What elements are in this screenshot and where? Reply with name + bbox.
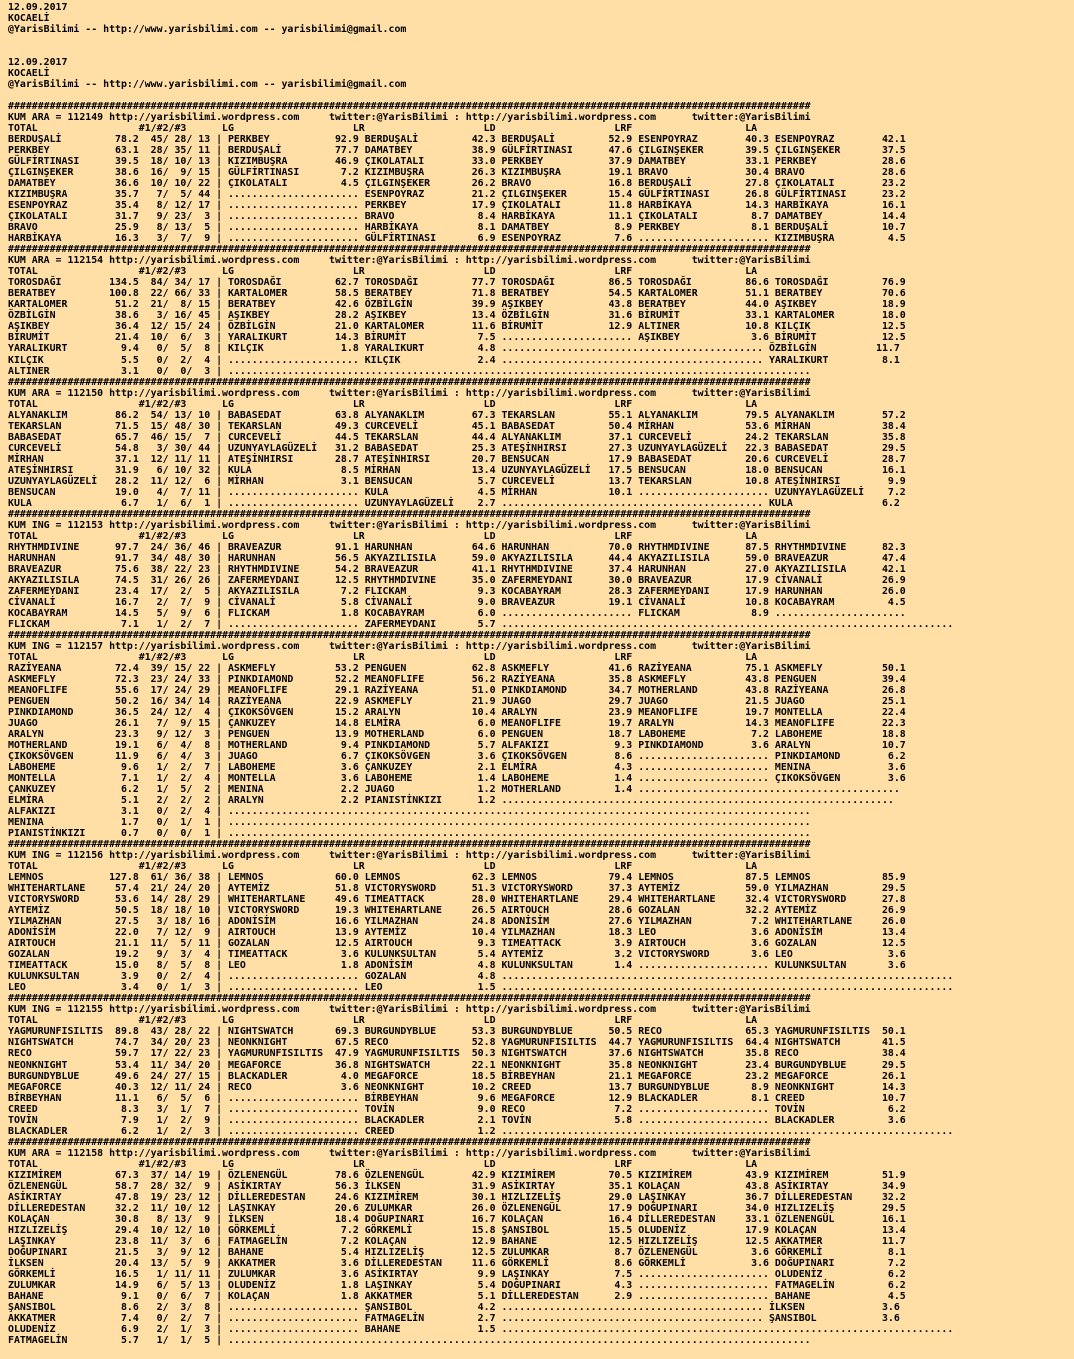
- text-line: TOTAL #1/#2/#3 LG LR LD LRF LA: [8, 123, 758, 135]
- text-line: TOTAL #1/#2/#3 LG LR LD LRF LA: [8, 266, 758, 278]
- text-line: #######################################################################################################################################: [8, 376, 811, 388]
- text-line: KUM ING = 112157 http://yarisbilimi.wordpress.com twitter:@YarisBilimi : http://yarisbilimi.wordpress.com twitter:@YarisBilimi: [8, 640, 811, 652]
- text-line: KOCAELİ: [8, 68, 50, 80]
- text-line: ALYANAKLIM 86.2 54/ 13/ 10 | BABASEDAT 63.8 ALYANAKLIM 67.3 TEKARSLAN 55.1 ALYANAKLIM 79.5 ALYANAKLIM 57.2: [8, 409, 906, 421]
- text-line: BRAVO 25.9 8/ 13/ 5 | ...................... HARBİKAYA 8.1 DAMATBEY 8.9 PERKBEY 8.1 BERDUŞALİ 10.7: [8, 222, 906, 234]
- text-line: [8, 90, 1074, 101]
- text-line: KUM ING = 112156 http://yarisbilimi.wordpress.com twitter:@YarisBilimi : http://yarisbilimi.wordpress.com twitter:@YarisBilimi: [8, 850, 811, 862]
- text-line: ZAFERMEYDANI 23.4 17/ 2/ 5 | AKYAZILISILA 7.2 FLICKAM 9.3 KOCABAYRAM 28.3 ZAFERMEYDANI 17.9 HARUNHAN 26.0: [8, 585, 906, 597]
- text-line: MEGAFORCE 40.3 12/ 11/ 24 | RECO 3.6 NEONKNIGHT 10.2 CREED 13.7 BURGUNDYBLUE 8.9 NEONKNIGHT 14.3: [8, 1081, 906, 1093]
- text-line: ESENPOYRAZ 35.4 8/ 12/ 17 | ...................... PERKBEY 17.9 ÇIKOLATALI 11.8 HARBİKAYA 14.3 HARBİKAYA 16.1: [8, 200, 906, 212]
- text-line: BABASEDAT 65.7 46/ 15/ 7 | CURCEVELİ 44.5 TEKARSLAN 44.4 ALYANAKLIM 37.1 CURCEVELİ 24.2 TEKARSLAN 35.8: [8, 431, 906, 443]
- text-line: UZUNYAYLAGÜZELİ 28.2 11/ 12/ 6 | MİRHAN 3.1 BENSUCAN 5.7 CURCEVELİ 13.7 TEKARSLAN 10.8 ATEŞİNHIRSI 9.9: [8, 475, 906, 487]
- text-line: HIZLIZELİŞ 29.4 10/ 12/ 10 | GÖRKEMLİ 7.2 GÖRKEMLİ 15.8 ŞANSIBOL 15.5 OLUDENİZ 17.9 KOLAÇAN 13.4: [8, 1224, 906, 1236]
- text-line: @YarisBilimi -- http://www.yarisbilimi.com -- yarisbilimi@gmail.com: [8, 79, 407, 91]
- text-line: TOTAL #1/#2/#3 LG LR LD LRF LA: [8, 530, 758, 542]
- text-line: GÖRKEMLİ 16.5 1/ 11/ 11 | ZULUMKAR 3.6 ASİKIRTAY 9.9 LAŞINKAY 7.5 ...................... OLUDENİZ 6.2: [8, 1268, 906, 1280]
- text-line: AKYAZILISILA 74.5 31/ 26/ 26 | ZAFERMEYDANI 12.5 RHYTHMDIVINE 35.0 ZAFERMEYDANI 30.0 BRAVEAZUR 17.9 CİVANALİ 26.9: [8, 574, 906, 586]
- text-line: PENGUEN 50.2 16/ 34/ 14 | RAZİYEANA 22.9 ASKMEFLY 21.9 JUAGO 29.7 JUAGO 21.5 JUAGO 25.1: [8, 695, 906, 707]
- text-line: NEONKNIGHT 53.4 11/ 34/ 20 | MEGAFORCE 36.8 NIGHTSWATCH 22.1 NEONKNIGHT 35.8 NEONKNIGHT 23.4 BURGUNDYBLUE 29.5: [8, 1059, 906, 1071]
- text-line: HARBİKAYA 16.3 3/ 7/ 9 | ...................... GÜLFİRTINASI 6.9 ESENPOYRAZ 7.6 ...................... KIZIMBUŞRA 4.5: [8, 233, 906, 245]
- text-line: KIZIMİREM 67.3 37/ 14/ 19 | ÖZLENENGÜL 78.6 ÖZLENENGÜL 42.9 KIZIMİREM 70.5 KIZIMİREM 43.9 KIZIMİREM 51.9: [8, 1169, 906, 1181]
- text-line: ŞANSIBOL 8.6 2/ 3/ 8 | ...................... ŞANSIBOL 4.2 ............................................ İLKSEN 3.6: [8, 1301, 900, 1313]
- text-line: KIZIMBUŞRA 35.7 7/ 5/ 44 | ...................... ESENPOYRAZ 21.2 ÇILGINŞEKER 15.4 GÜLFİRTINASI 26.8 GÜLFİRTINASI 23.2: [8, 189, 906, 201]
- text-line: ÇIKOKSÖVGEN 11.9 6/ 4/ 3 | JUAGO 6.7 ÇIKOKSÖVGEN 3.6 ÇIKOKSÖVGEN 8.6 ...................... PINKDIAMOND 6.2: [8, 751, 906, 763]
- text-line: ARALYN 23.3 9/ 12/ 3 | PENGUEN 13.9 MOTHERLAND 6.0 PENGUEN 18.7 LABOHEME 7.2 LABOHEME 18.8: [8, 729, 906, 741]
- text-line: TOTAL #1/#2/#3 LG LR LD LRF LA: [8, 398, 758, 410]
- text-line: TIMEATTACK 15.0 8/ 5/ 8 | LEO 1.8 ADONİSİM 4.8 KULUNKSULTAN 1.4 ...................... KULUNKSULTAN 3.6: [8, 960, 906, 972]
- text-line: MİRHAN 37.1 12/ 11/ 11 | ATEŞİNHIRSI 28.7 ATEŞİNHIRSI 20.7 BENSUCAN 17.9 BABASEDAT 20.6 CURCEVELİ 28.7: [8, 453, 906, 465]
- text-line: ÇILGINŞEKER 38.6 16/ 9/ 15 | GÜLFİRTINASI 7.2 KIZIMBUŞRA 26.3 KIZIMBUŞRA 19.1 BRAVO 30.4 BRAVO 28.6: [8, 167, 906, 179]
- text-line: ATEŞİNHIRSI 31.9 6/ 10/ 32 | KULA 8.5 MİRHAN 13.4 UZUNYAYLAGÜZELİ 17.5 BENSUCAN 18.0 BENSUCAN 16.1: [8, 464, 906, 476]
- text-line: WHITEHARTLANE 57.4 21/ 24/ 20 | AYTEMİZ 51.8 VICTORYSWORD 51.3 VICTORYSWORD 37.3 AYTEMİZ 59.0 YILMAZHAN 29.5: [8, 883, 906, 895]
- text-line: KUM ARA = 112150 http://yarisbilimi.wordpress.com twitter:@YarisBilimi : http://yarisbilimi.wordpress.com twitter:@YarisBilimi: [8, 387, 811, 399]
- text-line: PERKBEY 63.1 28/ 35/ 11 | BERDUŞALİ 77.7 DAMATBEY 38.9 GÜLFİRTINASI 47.6 ÇILGINŞEKER 39.5 ÇILGINŞEKER 37.5: [8, 145, 906, 157]
- text-line: #######################################################################################################################################: [8, 993, 811, 1005]
- text-line: TEKARSLAN 71.5 15/ 48/ 30 | TEKARSLAN 49.3 CURCEVELİ 45.1 BABASEDAT 50.4 MİRHAN 53.6 MİRHAN 38.4: [8, 420, 906, 432]
- text-line: JUAGO 26.1 7/ 9/ 15 | ÇANKUZEY 14.8 ELMİRA 6.0 MEANOFLIFE 19.7 ARALYN 14.3 MEANOFLIFE 22.3: [8, 718, 906, 730]
- text-line: RAZİYEANA 72.4 39/ 15/ 22 | ASKMEFLY 53.2 PENGUEN 62.8 ASKMEFLY 41.6 RAZİYEANA 75.1 ASKMEFLY 50.1: [8, 662, 906, 674]
- text-line: 12.09.2017: [8, 2, 68, 13]
- text-line: TOTAL #1/#2/#3 LG LR LD LRF LA: [8, 651, 758, 663]
- text-line: KULA 6.7 1/ 6/ 1 | ...................... UZUNYAYLAGÜZELİ 2.7 ............................................ KULA 6.2: [8, 497, 900, 509]
- text-line: BLACKADLER 6.2 1/ 2/ 3 | ...................... CREED 1.2 ............................................................................: [8, 1125, 954, 1137]
- text-line: AKKATMER 7.4 0/ 2/ 7 | ...................... FATMAGELİN 2.7 ............................................ ŞANSIBOL 3.6: [8, 1312, 900, 1324]
- text-line: LEMNOS 127.8 61/ 36/ 38 | LEMNOS 60.0 LEMNOS 62.3 LEMNOS 79.4 LEMNOS 87.5 LEMNOS 85.9: [8, 872, 906, 884]
- text-line: TOTAL #1/#2/#3 LG LR LD LRF LA: [8, 861, 758, 873]
- text-line: CİVANALİ 16.7 2/ 7/ 9 | CİVANALİ 5.8 CİVANALİ 9.0 BRAVEAZUR 19.1 CİVANALİ 10.8 KOCABAYRAM 4.5: [8, 596, 906, 608]
- text-line: BURGUNDYBLUE 49.6 24/ 27/ 15 | BLACKADLER 4.0 MEGAFORCE 18.5 BİRBEYHAN 21.1 MEGAFORCE 23.2 MEGAFORCE 26.1: [8, 1070, 906, 1082]
- text-line: LABOHEME 9.6 1/ 2/ 7 | LABOHEME 3.6 ÇANKUZEY 2.1 ELMİRA 4.3 ...................... MENINA 3.6: [8, 762, 906, 774]
- text-line: MONTELLA 7.1 1/ 2/ 4 | MONTELLA 3.6 LABOHEME 1.4 LABOHEME 1.4 ...................... ÇIKOKSÖVGEN 3.6: [8, 773, 906, 785]
- text-line: ASİKIRTAY 47.8 19/ 23/ 12 | DİLLEREDESTAN 24.6 KIZIMİREM 30.1 HIZLIZELİŞ 29.0 LAŞINKAY 36.7 DİLLEREDESTAN 32.2: [8, 1191, 906, 1203]
- text-line: MENINA 1.7 0/ 1/ 1 | ..................................................................................................: [8, 817, 811, 829]
- text-line: BENSUCAN 19.0 4/ 7/ 11 | ...................... KULA 4.5 MİRHAN 10.1 ...................... UZUNYAYLAGÜZELİ 7.2: [8, 486, 906, 498]
- text-line: [8, 46, 1074, 57]
- text-line: BİRUMİT 21.4 10/ 6/ 3 | YARALIKURT 14.3 BİRUMİT 7.5 ...................... AŞIKBEY 3.6 BİRUMİT 12.5: [8, 332, 906, 344]
- text-line: TOTAL #1/#2/#3 LG LR LD LRF LA: [8, 1158, 758, 1170]
- text-line: KUM ARA = 112154 http://yarisbilimi.wordpress.com twitter:@YarisBilimi : http://yarisbilimi.wordpress.com twitter:@YarisBilimi: [8, 255, 811, 267]
- text-line: CREED 8.3 3/ 1/ 7 | ...................... TOVİN 9.0 RECO 7.2 ...................... TOVİN 6.2: [8, 1103, 906, 1115]
- text-line: KOCAELİ: [8, 13, 50, 25]
- text-line: TOROSDAĞI 134.5 84/ 34/ 17 | TOROSDAĞI 62.7 TOROSDAĞI 77.7 TOROSDAĞI 86.5 TOROSDAĞI 86.6 TOROSDAĞI 76.9: [8, 277, 906, 289]
- text-line: ÖZBİLGİN 38.6 3/ 16/ 45 | AŞIKBEY 28.2 AŞIKBEY 13.4 ÖZBİLGİN 31.6 BİRUMİT 33.1 KARTALOMER 18.0: [8, 310, 906, 322]
- text-line: AŞIKBEY 36.4 12/ 15/ 24 | ÖZBİLGİN 21.0 KARTALOMER 11.6 BİRUMİT 12.9 ALTINER 10.8 KILÇIK 12.5: [8, 321, 906, 333]
- text-line: TOTAL #1/#2/#3 LG LR LD LRF LA: [8, 1015, 758, 1027]
- text-line: [8, 35, 1074, 46]
- text-line: İLKSEN 20.4 13/ 5/ 9 | AKKATMER 3.6 DİLLEREDESTAN 11.6 GÖRKEMLİ 8.6 GÖRKEMLİ 3.6 DOĞUPINARI 7.2: [8, 1257, 906, 1269]
- text-line: #######################################################################################################################################: [8, 101, 811, 113]
- text-line: ÖZLENENGÜL 58.7 28/ 32/ 9 | ASİKIRTAY 56.3 İLKSEN 31.9 ASİKIRTAY 35.1 KOLAÇAN 43.8 ASİKIRTAY 34.9: [8, 1180, 906, 1192]
- text-line: BRAVEAZUR 75.6 38/ 22/ 23 | RHYTHMDIVINE 54.2 BRAVEAZUR 41.1 RHYTHMDIVINE 37.4 HARUNHAN 27.0 AKYAZILISILA 42.1: [8, 563, 906, 575]
- text-line: ÇIKOLATALI 31.7 9/ 23/ 3 | ...................... BRAVO 8.4 HARBİKAYA 11.1 ÇIKOLATALI 8.7 DAMATBEY 14.4: [8, 211, 906, 223]
- text-line: NIGHTSWATCH 74.7 34/ 20/ 23 | NEONKNIGHT 67.5 RECO 52.8 YAGMURUNFISILTIS 44.7 YAGMURUNFISILTIS 64.4 NIGHTSWATCH 41.5: [8, 1037, 906, 1049]
- text-line: ÇANKUZEY 6.2 1/ 5/ 2 | MENINA 2.2 JUAGO 1.2 MOTHERLAND 1.4 ............................................: [8, 784, 900, 796]
- text-line: DOĞUPINARI 21.5 3/ 9/ 12 | BAHANE 5.4 HIZLIZELİŞ 12.5 ZULUMKAR 8.7 ÖZLENENGÜL 3.6 GÖRKEMLİ 8.1: [8, 1246, 906, 1258]
- text-line: @YarisBilimi -- http://www.yarisbilimi.com -- yarisbilimi@gmail.com: [8, 24, 407, 36]
- text-line: 12.09.2017: [8, 57, 68, 69]
- text-line: KULUNKSULTAN 3.9 0/ 2/ 4 | ...................... GOZALAN 4.8 ............................................................................: [8, 971, 954, 983]
- text-line: KUM ARA = 112149 http://yarisbilimi.wordpress.com twitter:@YarisBilimi : http://yarisbilimi.wordpress.com twitter:@YarisBilimi: [8, 112, 811, 124]
- text-line: ASKMEFLY 72.3 23/ 24/ 33 | PINKDIAMOND 52.2 MEANOFLIFE 56.2 RAZİYEANA 35.8 ASKMEFLY 43.8 PENGUEN 39.4: [8, 673, 906, 685]
- text-line: GOZALAN 19.2 9/ 3/ 4 | TIMEATTACK 3.6 KULUNKSULTAN 5.4 AYTEMİZ 3.2 VICTORYSWORD 3.6 LEO 3.6: [8, 949, 906, 961]
- text-line: RHYTHMDIVINE 97.7 24/ 36/ 46 | BRAVEAZUR 91.1 HARUNHAN 64.6 HARUNHAN 70.0 RHYTHMDIVINE 87.5 RHYTHMDIVINE 82.3: [8, 541, 906, 553]
- text-line: OLUDENİZ 6.9 2/ 1/ 3 | ...................... BAHANE 1.5 ............................................................................: [8, 1323, 954, 1335]
- text-line: KUM ARA = 112158 http://yarisbilimi.wordpress.com twitter:@YarisBilimi : http://yarisbilimi.wordpress.com twitter:@YarisBilimi: [8, 1147, 811, 1159]
- text-line: DİLLEREDESTAN 32.2 11/ 10/ 12 | LAŞINKAY 20.6 ZULUMKAR 26.0 ÖZLENENGÜL 17.9 DOĞUPINARI 34.0 HIZLIZELİŞ 29.5: [8, 1202, 906, 1214]
- text-line: KILÇIK 5.5 0/ 2/ 4 | ...................... KILÇIK 2.4 ............................................ YARALIKURT 8.1: [8, 354, 900, 366]
- text-line: KOCABAYRAM 14.5 5/ 9/ 6 | FLICKAM 1.8 KOCABAYRAM 6.0 ...................... FLICKAM 8.9 ......................: [8, 607, 906, 619]
- text-line: DAMATBEY 36.6 10/ 10/ 22 | ÇIKOLATALI 4.5 ÇILGINŞEKER 26.2 BRAVO 16.8 BERDUŞALİ 27.8 ÇIKOLATALI 23.2: [8, 178, 906, 190]
- text-line: ELMİRA 5.1 2/ 2/ 2 | ARALYN 2.2 PIANISTİNKIZI 1.2 ..................................................................: [8, 795, 894, 807]
- text-line: KARTALOMER 51.2 21/ 8/ 15 | BERATBEY 42.6 ÖZBİLGİN 39.9 AŞIKBEY 43.8 BERATBEY 44.0 AŞIKBEY 18.9: [8, 299, 906, 311]
- text-line: RECO 59.7 17/ 22/ 23 | YAGMURUNFISILTIS 47.9 YAGMURUNFISILTIS 50.3 NIGHTSWATCH 37.6 NIGHTSWATCH 35.8 RECO 38.4: [8, 1048, 906, 1060]
- text-line: LAŞINKAY 23.8 11/ 3/ 6 | FATMAGELİN 7.2 KOLAÇAN 12.9 BAHANE 12.5 HIZLIZELİŞ 12.5 AKKATMER 11.7: [8, 1235, 906, 1247]
- text-line: MOTHERLAND 19.1 6/ 4/ 8 | MOTHERLAND 9.4 PINKDIAMOND 5.7 ALFAKIZI 9.3 PINKDIAMOND 3.6 ARALYN 10.7: [8, 740, 906, 752]
- text-line: GÜLFİRTINASI 39.5 18/ 10/ 13 | KIZIMBUŞRA 46.9 ÇIKOLATALI 33.0 PERKBEY 37.9 DAMATBEY 33.1 PERKBEY 28.6: [8, 156, 906, 168]
- text-line: KOLAÇAN 30.8 8/ 13/ 9 | İLKSEN 18.4 DOĞUPINARI 16.7 KOLAÇAN 16.4 DİLLEREDESTAN 33.1 ÖZLENENGÜL 16.1: [8, 1213, 906, 1225]
- text-line: LEO 3.4 0/ 1/ 3 | ...................... LEO 1.5 ............................................................................: [8, 982, 954, 994]
- text-line: BERDUŞALİ 78.2 45/ 28/ 13 | PERKBEY 92.9 BERDUŞALİ 42.3 BERDUŞALİ 52.9 ESENPOYRAZ 40.3 ESENPOYRAZ 42.1: [8, 134, 906, 146]
- text-line: MEANOFLIFE 55.6 17/ 24/ 29 | MEANOFLIFE 29.1 RAZİYEANA 51.0 PINKDIAMOND 34.7 MOTHERLAND 43.8 RAZİYEANA 26.8: [8, 684, 906, 696]
- text-line: KUM ING = 112155 http://yarisbilimi.wordpress.com twitter:@YarisBilimi : http://yarisbilimi.wordpress.com twitter:@YarisBilimi: [8, 1004, 811, 1016]
- text-line: ALTINER 3.1 0/ 0/ 3 | ..................................................................................................: [8, 365, 811, 377]
- text-line: ALFAKIZI 3.1 0/ 2/ 4 | ..................................................................................................: [8, 806, 811, 818]
- text-line: #######################################################################################################################################: [8, 508, 811, 520]
- text-line: CURCEVELİ 54.8 3/ 30/ 44 | UZUNYAYLAGÜZELİ 31.2 BABASEDAT 25.3 ATEŞİNHIRSI 27.3 UZUNYAYLAGÜZELİ 22.3 BABASEDAT 29.5: [8, 442, 906, 454]
- text-line: BİRBEYHAN 11.1 6/ 5/ 6 | ...................... BİRBEYHAN 9.6 MEGAFORCE 12.9 BLACKADLER 8.1 CREED 10.7: [8, 1092, 906, 1104]
- text-line: YAGMURUNFISILTIS 89.8 43/ 28/ 22 | NIGHTSWATCH 69.3 BURGUNDYBLUE 53.3 BURGUNDYBLUE 50.5 RECO 65.3 YAGMURUNFISILTIS 50.1: [8, 1026, 906, 1038]
- text-line: TOVİN 7.9 1/ 2/ 9 | ...................... BLACKADLER 2.1 TOVİN 5.8 ...................... BLACKADLER 3.6: [8, 1114, 906, 1126]
- text-line: #######################################################################################################################################: [8, 1136, 811, 1148]
- text-line: BAHANE 9.1 0/ 6/ 7 | KOLAÇAN 1.8 AKKATMER 5.1 DİLLEREDESTAN 2.9 ...................... BAHANE 4.5: [8, 1290, 906, 1302]
- text-line: YARALIKURT 9.4 0/ 5/ 8 | KILÇIK 1.8 YARALIKURT 4.8 ............................................ ÖZBİLGİN 11.7: [8, 343, 900, 355]
- text-line: FLICKAM 7.1 1/ 2/ 7 | ...................... ZAFERMEYDANI 5.7 ............................................................................: [8, 618, 954, 630]
- text-line: KUM ING = 112153 http://yarisbilimi.wordpress.com twitter:@YarisBilimi : http://yarisbilimi.wordpress.com twitter:@YarisBilimi: [8, 519, 811, 531]
- text-line: YILMAZHAN 27.5 3/ 18/ 16 | ADONİSİM 16.6 YILMAZHAN 24.8 ADONİSİM 27.6 YILMAZHAN 7.2 WHITEHARTLANE 26.0: [8, 916, 906, 928]
- text-line: AIRTOUCH 21.1 11/ 5/ 11 | GOZALAN 12.5 AIRTOUCH 9.3 TIMEATTACK 3.9 AIRTOUCH 3.6 GOZALAN 12.5: [8, 938, 906, 950]
- text-line: AYTEMİZ 50.5 18/ 18/ 10 | VICTORYSWORD 19.3 WHITEHARTLANE 26.5 AIRTOUCH 28.6 GOZALAN 32.2 AYTEMİZ 26.9: [8, 905, 906, 917]
- text-line: PIANISTİNKIZI 0.7 0/ 0/ 1 | ..................................................................................................: [8, 828, 811, 840]
- text-line: PINKDIAMOND 36.5 24/ 12/ 4 | ÇIKOKSÖVGEN 15.2 ARALYN 10.4 ARALYN 23.9 MEANOFLIFE 19.7 MONTELLA 22.4: [8, 707, 906, 718]
- text-line: HARUNHAN 91.7 34/ 48/ 30 | HARUNHAN 56.5 AKYAZILISILA 59.0 AKYAZILISILA 44.4 AKYAZILISILA 59.0 BRAVEAZUR 47.4: [8, 552, 906, 564]
- text-line: BERATBEY 100.8 22/ 66/ 33 | KARTALOMER 58.5 BERATBEY 71.8 BERATBEY 54.5 KARTALOMER 51.1 BERATBEY 70.6: [8, 288, 906, 300]
- text-line: #######################################################################################################################################: [8, 244, 811, 256]
- text-line: VICTORYSWORD 53.6 14/ 28/ 29 | WHITEHARTLANE 49.6 TIMEATTACK 28.0 WHITEHARTLANE 29.4 WHITEHARTLANE 32.4 VICTORYSWORD 27.8: [8, 894, 906, 906]
- text-line: ADONİSİM 22.0 7/ 12/ 9 | AIRTOUCH 13.9 AYTEMİZ 10.4 YILMAZHAN 18.3 LEO 3.6 ADONİSİM 13.4: [8, 927, 906, 939]
- text-line: #######################################################################################################################################: [8, 629, 811, 641]
- text-line: #######################################################################################################################################: [8, 839, 811, 851]
- text-line: ZULUMKAR 14.9 6/ 5/ 13 | OLUDENİZ 1.8 LAŞINKAY 5.4 DOĞUPINARI 4.3 ...................... FATMAGELİN 6.2: [8, 1279, 906, 1291]
- text-line: FATMAGELİN 5.7 1/ 1/ 5 | ..................................................................................................: [8, 1334, 811, 1346]
